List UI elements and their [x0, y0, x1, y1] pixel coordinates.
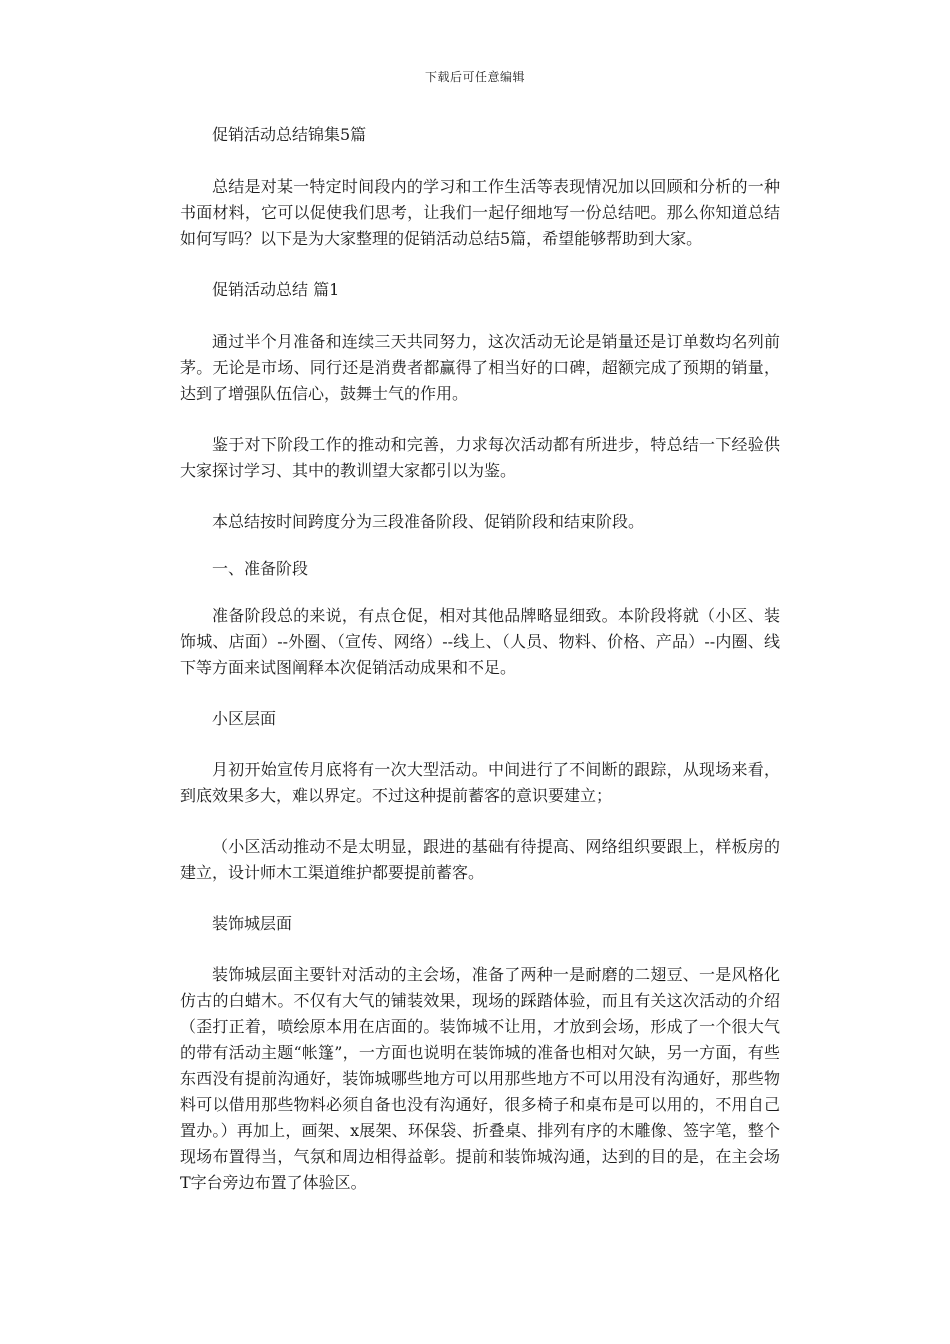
subsection-heading: 一、准备阶段 [212, 559, 309, 578]
paragraph: （小区活动推动不是太明显，跟进的基础有待提高、网络组织要跟上，样板房的建立，设计师木工渠道维护都要提前蓄客。 [180, 837, 780, 882]
paragraph: 鉴于对下阶段工作的推动和完善，力求每次活动都有所进步，特总结一下经验供大家探讨学习、其中的教训望大家都引以为鉴。 [180, 435, 780, 480]
subsection-heading: 装饰城层面 [212, 914, 293, 933]
paragraph: 月初开始宣传月底将有一次大型活动。中间进行了不间断的跟踪，从现场来看，到底效果多大，难以界定。不过这种提前蓄客的意识要建立； [180, 760, 780, 805]
paragraph: 通过半个月准备和连续三天共同努力，这次活动无论是销量还是订单数均名列前茅。无论是市场、同行还是消费者都赢得了相当好的口碑，超额完成了预期的销量，达到了增强队伍信心，鼓舞士气的作用。 [180, 332, 780, 403]
section-heading: 促销活动总结 篇1 [212, 280, 340, 299]
paragraph: 本总结按时间跨度分为三段准备阶段、促销阶段和结束阶段。 [212, 512, 645, 531]
document-body [180, 122, 780, 1221]
paragraph: 装饰城层面主要针对活动的主会场，准备了两种一是耐磨的二翅豆、一是风格化仿古的白蜡木。不仅有大气的铺装效果，现场的踩踏体验，而且有关这次活动的介绍（歪打正着，喷绘原本用在店面的。装饰城不让用，才放到会场，形成了一个很大气的带有活动主题“帐篷”，一方面也说明在装饰城的准备也相对欠缺，另一方面，有些东西没有提前沟通好，装饰城哪些地方可以用那些地方不可以用没有沟通好，那些物料可以借用那些物料必须自备也没有沟通好，很多椅子和桌布是可以用的，不用自己置办。）再加上，画架、x展架、环保袋、折叠桌、排列有序的木雕像、签字笔，整个现场布置得当，气氛和周边相得益彰。提前和装饰城沟通，达到的目的是，在主会场T字台旁边布置了体验区。 [180, 965, 780, 1192]
intro-paragraph: 总结是对某一特定时间段内的学习和工作生活等表现情况加以回顾和分析的一种书面材料，它可以促使我们思考，让我们一起仔细地写一份总结吧。那么你知道总结如何写吗？以下是为大家整理的促销活动总结5篇，希望能够帮助到大家。 [180, 177, 780, 248]
page-header: 下载后可任意编辑 [424, 70, 525, 84]
paragraph: 准备阶段总的来说，有点仓促，相对其他品牌略显细致。本阶段将就（小区、装饰城、店面）--外圈、（宣传、网络）--线上、（人员、物料、价格、产品）--内圈、线下等方面来试图阐释本次促销活动成果和不足。 [180, 606, 780, 677]
subsection-heading: 小区层面 [212, 709, 277, 728]
document-title: 促销活动总结锦集5篇 [212, 125, 367, 144]
